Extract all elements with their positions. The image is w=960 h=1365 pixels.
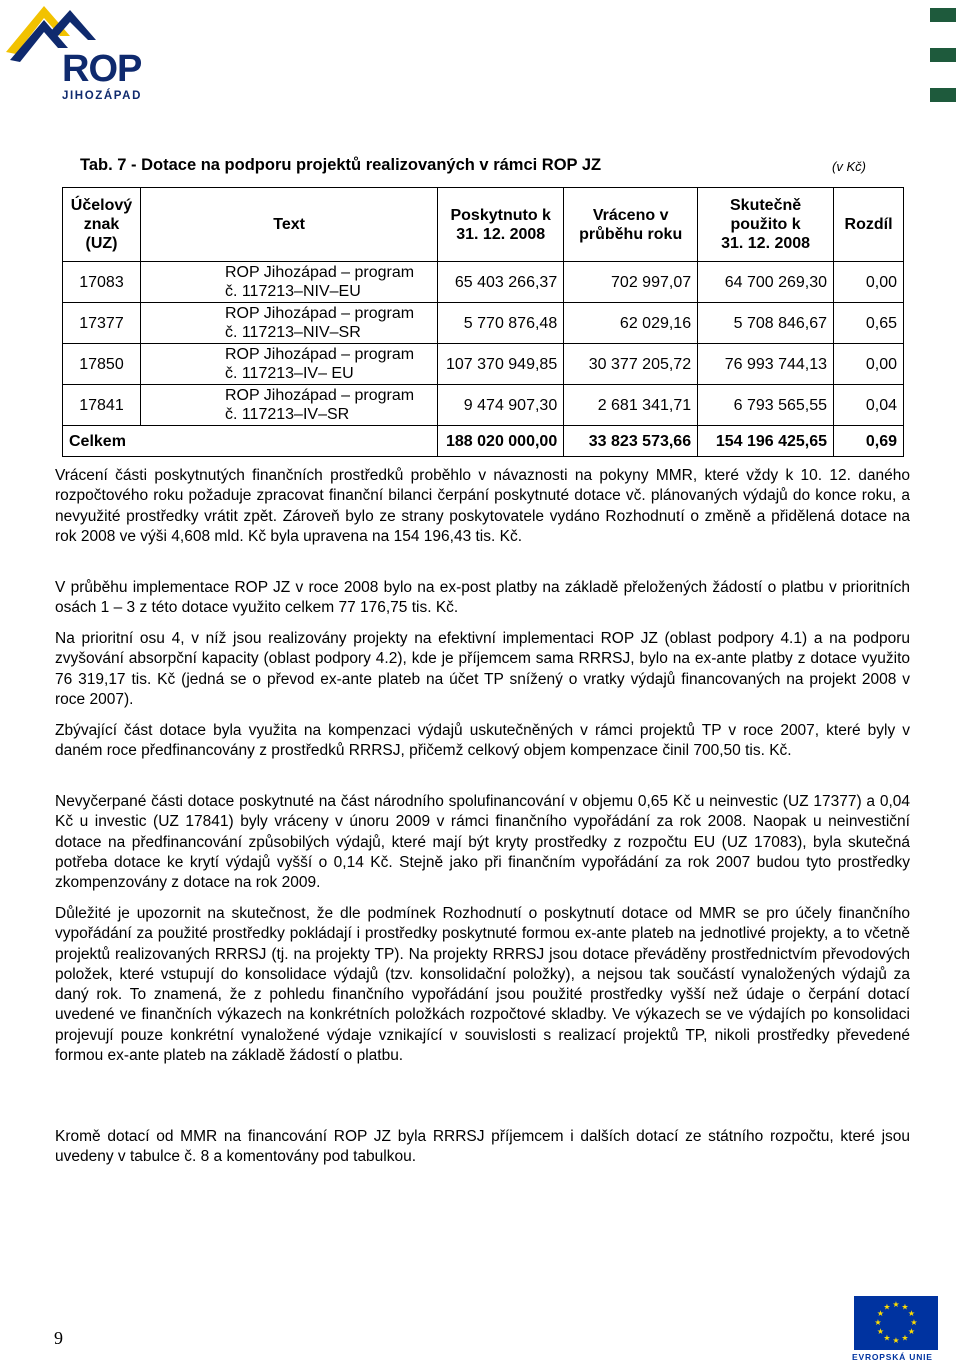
rop-jihozapad-logo xyxy=(4,2,154,104)
table-row xyxy=(63,385,904,426)
cell-pouzito: 76 993 744,13 xyxy=(698,344,834,385)
svg-text:★: ★ xyxy=(883,1333,891,1343)
cell-poskytnuto: 5 770 876,48 xyxy=(438,303,564,344)
svg-text:★: ★ xyxy=(883,1302,891,1312)
table-caption: Tab. 7 - Dotace na podporu projektů realizovaných v rámci ROP JZ xyxy=(80,156,602,174)
header-skutecne-line: Skutečně xyxy=(730,197,802,214)
logo-rop-text: ROP xyxy=(62,48,142,90)
cell-text-line: ROP Jihozápad – program xyxy=(224,346,415,363)
cell-uz: 17083 xyxy=(63,262,141,303)
eu-label: EVROPSKÁ UNIE xyxy=(852,1352,933,1362)
paragraph: Nevyčerpané části dotace poskytnuté na část národního spolufinancování v objemu 0,65 Kč u neinvestic (UZ 17377) a 0,04 Kč u investic (UZ 17841) byly vráceny v únoru 2009 v rámci finančního vypořádání za rok 2008. Naopak u neinvestiční dotace na předfinancování způsobilých výdajů, které mají být kryty prostředky z rozpočtu EU (UZ 17083), byla skutečná potřeba dotace ke krytí výdajů vyšší o 0,14 Kč. Stejně jako při finančním vypořádání za rok 2007 budou tyto prostředky zkompenzovány z dotace na rok 2009. xyxy=(55,793,910,892)
svg-text:★: ★ xyxy=(907,1309,916,1318)
eu-flag-icon xyxy=(854,1296,938,1350)
cell-poskytnuto: 9 474 907,30 xyxy=(438,385,564,426)
cell-rozdil: 0,04 xyxy=(834,385,904,426)
paragraph: Zbývající část dotace byla využita na kompenzaci výdajů uskutečněných v rámci projektů TP v roce 2007, které byly v daném roce předfinancovány z prostředků RRRSJ, přičemž celkový objem kompenzace činil 700,50 tis. Kč. xyxy=(55,722,910,760)
cell-vraceno: 30 377 205,72 xyxy=(564,344,698,385)
logo-subtitle: JIHOZÁPAD xyxy=(62,90,142,102)
svg-text:★: ★ xyxy=(907,1327,916,1336)
cell-text xyxy=(140,385,437,426)
svg-text:★: ★ xyxy=(910,1318,918,1327)
cell-uz: 17841 xyxy=(63,385,141,426)
decor-square xyxy=(930,88,956,102)
total-label: Celkem xyxy=(63,426,438,457)
header-uz-line: (UZ) xyxy=(85,235,118,252)
header-vraceno xyxy=(564,188,698,262)
page-number: 9 xyxy=(54,1328,63,1348)
eu-stars-icon xyxy=(854,1296,938,1350)
cell-rozdil: 0,00 xyxy=(834,344,904,385)
cell-pouzito: 6 793 565,55 xyxy=(698,385,834,426)
svg-text:★: ★ xyxy=(901,1333,909,1343)
header-text: Text xyxy=(140,188,437,262)
cell-vraceno: 2 681 341,71 xyxy=(564,385,698,426)
total-pouzito: 154 196 425,65 xyxy=(698,426,834,457)
table-unit: (v Kč) xyxy=(832,159,866,174)
svg-text:★: ★ xyxy=(892,1336,900,1345)
cell-text-line: ROP Jihozápad – program xyxy=(224,264,415,281)
cell-text-line: č. 117213–NIV–SR xyxy=(224,324,361,341)
header-poskytnuto-line: Poskytnuto k xyxy=(450,206,551,224)
cell-text xyxy=(140,262,437,303)
paragraph: Kromě dotací od MMR na financování ROP JZ byla RRRSJ příjemcem i dalších dotací ze státního rozpočtu, které jsou uvedeny v tabulce č. 8 a komentovány pod tabulkou. xyxy=(55,1128,910,1166)
cell-poskytnuto: 65 403 266,37 xyxy=(438,262,564,303)
table-row xyxy=(63,344,904,385)
cell-text-line: ROP Jihozápad – program xyxy=(224,305,415,322)
header-skutecne-line: 31. 12. 2008 xyxy=(721,235,811,252)
total-vraceno: 33 823 573,66 xyxy=(564,426,698,457)
total-rozdil: 0,69 xyxy=(834,426,904,457)
paragraph: V průběhu implementace ROP JZ v roce 2008 bylo na ex-post platby na základě přeložených žádostí o platbu v prioritních osách 1 – 3 z této dotace využito celkem 77 176,75 tis. Kč. xyxy=(55,579,910,617)
header-vraceno-line: průběhu roku xyxy=(579,225,683,243)
cell-rozdil: 0,65 xyxy=(834,303,904,344)
subsidy-table xyxy=(62,187,904,457)
cell-vraceno: 702 997,07 xyxy=(564,262,698,303)
header-poskytnuto xyxy=(438,188,564,262)
paragraph: Důležité je upozornit na skutečnost, že dle podmínek Rozhodnutí o poskytnutí dotace od MMR se pro účely finančního vypořádání za použité prostředky pokládají i prostředky poskytnuté formou ex-ante plateb na jednotlivé projekty, a to včetně projektů realizovaných RRRSJ (tj. na projekty TP). Na projekty RRRSJ jsou dotace převáděny prostřednictvím převodových položek, které vstupují do konsolidace výdajů (tzv. konsolidační položky), a nejsou tak součástí vynaložených výdajů za daný rok. To znamená, že z pohledu finančního vypořádání jsou použité prostředky vyšší než údaje o čerpání dotací uvedené ve finančních výkazech na konkrétních položkách rozpočtové skladby. Ve výkazech se ve výdajích po konsolidaci projevují pouze konkrétní vynaložené výdaje vznikající v souvislosti s realizací projektů TP, nikoli prostředky převedené formou ex-ante plateb na základě žádostí o platbu. xyxy=(55,905,910,1065)
decor-square xyxy=(930,48,956,62)
header-skutecne-line: použito k xyxy=(730,216,801,233)
cell-text xyxy=(140,344,437,385)
svg-text:★: ★ xyxy=(874,1318,882,1327)
header-uz-line: znak xyxy=(83,216,120,233)
header-uz xyxy=(63,188,141,262)
header-rozdil: Rozdíl xyxy=(834,188,904,262)
svg-text:★: ★ xyxy=(876,1327,885,1336)
header-poskytnuto-line: 31. 12. 2008 xyxy=(456,225,546,243)
paragraph: Vrácení části poskytnutých finančních prostředků proběhlo v návaznosti na pokyny MMR, které vždy k 10. 12. daného rozpočtového roku požaduje zpracovat finanční bilanci čerpání poskytnuté dotace vč. plánovaných výdajů do konce roku, a nevyužité prostředky vrátit zpět. Zároveň bylo ze strany poskytovatele vydáno Rozhodnutí o změně a přidělená dotace na rok 2008 ve výši 4,608 mld. Kč byla upravena na 154 196,43 tis. Kč. xyxy=(55,467,910,545)
cell-text xyxy=(140,303,437,344)
header-uz-line: Účelový xyxy=(70,197,133,214)
table-header-row xyxy=(63,188,904,262)
table-row xyxy=(63,303,904,344)
total-poskytnuto: 188 020 000,00 xyxy=(438,426,564,457)
svg-text:★: ★ xyxy=(892,1300,900,1309)
table-row xyxy=(63,262,904,303)
header-vraceno-line: Vráceno v xyxy=(592,206,669,224)
cell-text-line: č. 117213–IV–SR xyxy=(224,406,350,423)
decor-square xyxy=(930,8,956,22)
cell-pouzito: 5 708 846,67 xyxy=(698,303,834,344)
paragraph: Na prioritní osu 4, v níž jsou realizovány projekty na efektivní implementaci ROP JZ (oblast podpory 4.1) a na podporu zvyšování absorpční kapacity (oblast podpory 4.2), kde je příjemcem sama RRRSJ, bylo na ex-ante platby z dotace využito 76 319,17 tis. Kč (jedná se o převod ex-ante plateb na účet TP snížený o vratky výdajů financovaných na projekt 2008 v roce 2007). xyxy=(55,630,910,708)
svg-text:★: ★ xyxy=(876,1309,885,1318)
svg-text:★: ★ xyxy=(901,1302,909,1312)
cell-poskytnuto: 107 370 949,85 xyxy=(438,344,564,385)
cell-uz: 17377 xyxy=(63,303,141,344)
cell-uz: 17850 xyxy=(63,344,141,385)
header-skutecne xyxy=(698,188,834,262)
cell-text-line: ROP Jihozápad – program xyxy=(224,387,415,404)
cell-text-line: č. 117213–IV– EU xyxy=(224,365,354,382)
cell-text-line: č. 117213–NIV–EU xyxy=(224,283,361,300)
table-total-row xyxy=(63,426,904,457)
cell-rozdil: 0,00 xyxy=(834,262,904,303)
cell-vraceno: 62 029,16 xyxy=(564,303,698,344)
cell-pouzito: 64 700 269,30 xyxy=(698,262,834,303)
